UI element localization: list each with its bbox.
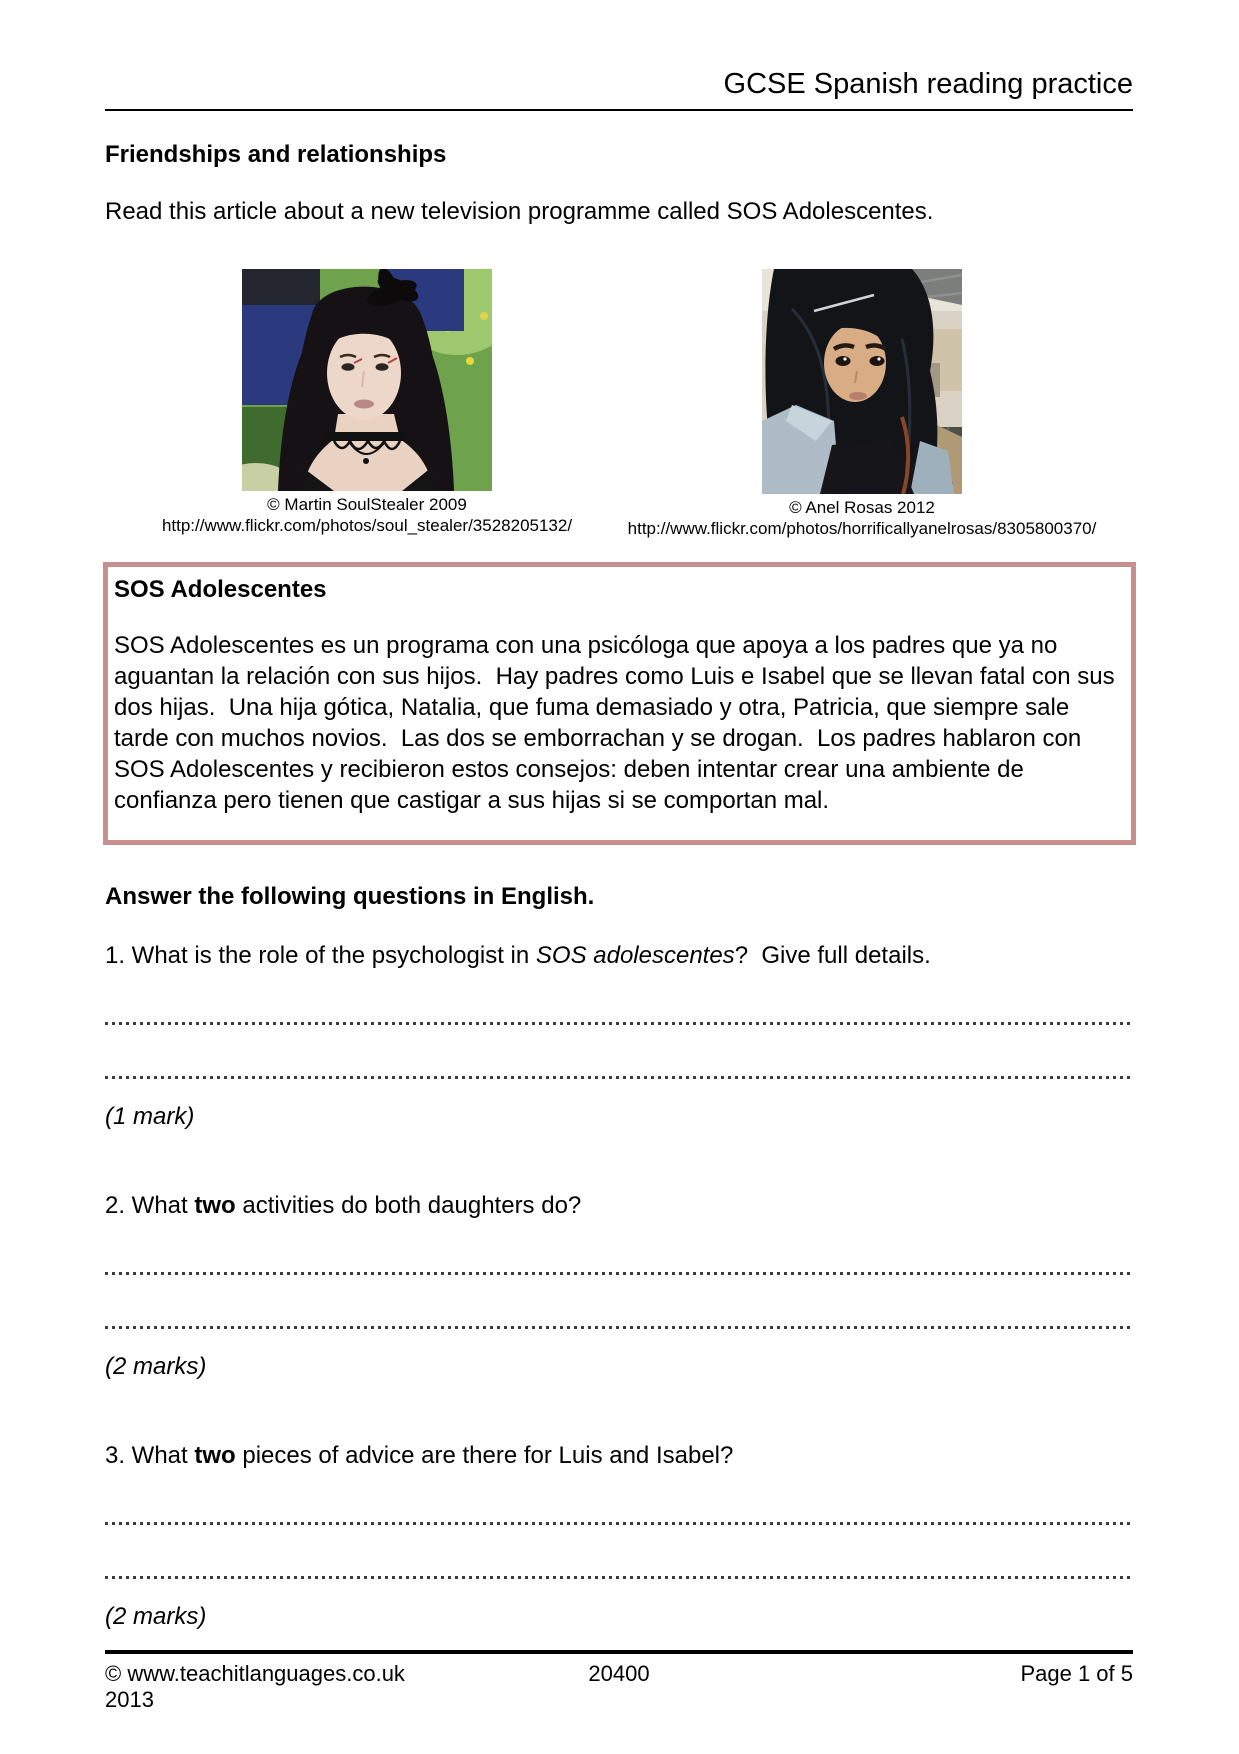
photo-row <box>105 269 1133 541</box>
question-1 <box>105 941 1133 971</box>
answer-line <box>105 1221 1133 1275</box>
question-3-text-end: pieces of advice are there for Luis and Isabel? <box>235 1442 734 1469</box>
footer-page-number: Page 1 of 5 <box>1020 1661 1134 1686</box>
question-1-text: 1. What is the role of the psychologist in <box>105 942 536 969</box>
answer-line <box>105 1471 1133 1525</box>
question-1-italic: SOS adolescentes <box>535 942 735 969</box>
photo-credit: © Anel Rosas 2012 <box>789 498 935 517</box>
intro-instruction: Read this article about a new television programme called SOS Adolescentes. <box>105 198 934 225</box>
answer-line <box>105 1275 1133 1329</box>
answer-line <box>105 1025 1133 1079</box>
photo-figure-right <box>627 269 1097 539</box>
question-2 <box>105 1191 1133 1221</box>
question-3 <box>105 1441 1133 1471</box>
questions-heading: Answer the following questions in English. <box>105 883 595 910</box>
question-3-bold: two <box>194 1442 236 1469</box>
marks-label-3: (2 marks) <box>105 1603 207 1630</box>
article-box <box>103 562 1136 845</box>
photo-credit: © Martin SoulStealer 2009 <box>267 495 467 514</box>
answer-line <box>105 1525 1133 1579</box>
answer-line <box>105 971 1133 1025</box>
photo-url: http://www.flickr.com/photos/soul_stealer/3528205132/ <box>161 516 573 535</box>
article-body: SOS Adolescentes es un programa con una psicóloga que apoya a los padres que ya no aguantan la relación con sus hijos. Hay padres como Luis e Isabel que se llevan fatal con sus dos hijas. Una hija gótica, Natalia, que fuma demasiado y otra, Patricia, que siempre sale tarde con muchos novios. Las dos se emborrachan y se drogan. Los padres hablaron con SOS Adolescentes y recibieron estos consejos: deben intentar crear una ambiente de confianza pero tienen que castigar a sus hijas si se comportan mal. <box>114 632 1122 814</box>
marks-label-2: (2 marks) <box>105 1353 207 1380</box>
article-title: SOS Adolescentes <box>114 576 327 603</box>
footer-copyright: © www.teachitlanguages.co.uk 2013 <box>105 1661 405 1712</box>
page-footer <box>105 1650 1133 1713</box>
page-header <box>105 0 1133 111</box>
question-3-text: 3. What <box>105 1442 195 1469</box>
photo-url: http://www.flickr.com/photos/horrificallyanelrosas/8305800370/ <box>627 519 1097 538</box>
goth-girl-photo <box>242 269 492 491</box>
question-2-text-end: activities do both daughters do? <box>235 1192 582 1219</box>
page-title: GCSE Spanish reading practice <box>723 68 1133 100</box>
photo-figure-left <box>161 269 573 536</box>
question-2-text: 2. What <box>105 1192 195 1219</box>
topic-heading: Friendships and relationships <box>105 141 447 168</box>
footer-doc-id: 20400 <box>588 1661 650 1686</box>
question-1-text-end: ? Give full details. <box>734 942 931 969</box>
photo-caption-right <box>602 497 1122 539</box>
photo-caption-left <box>107 494 627 536</box>
girl-selfie-photo <box>762 269 962 494</box>
question-2-bold: two <box>194 1192 236 1219</box>
marks-label-1: (1 mark) <box>105 1103 195 1130</box>
